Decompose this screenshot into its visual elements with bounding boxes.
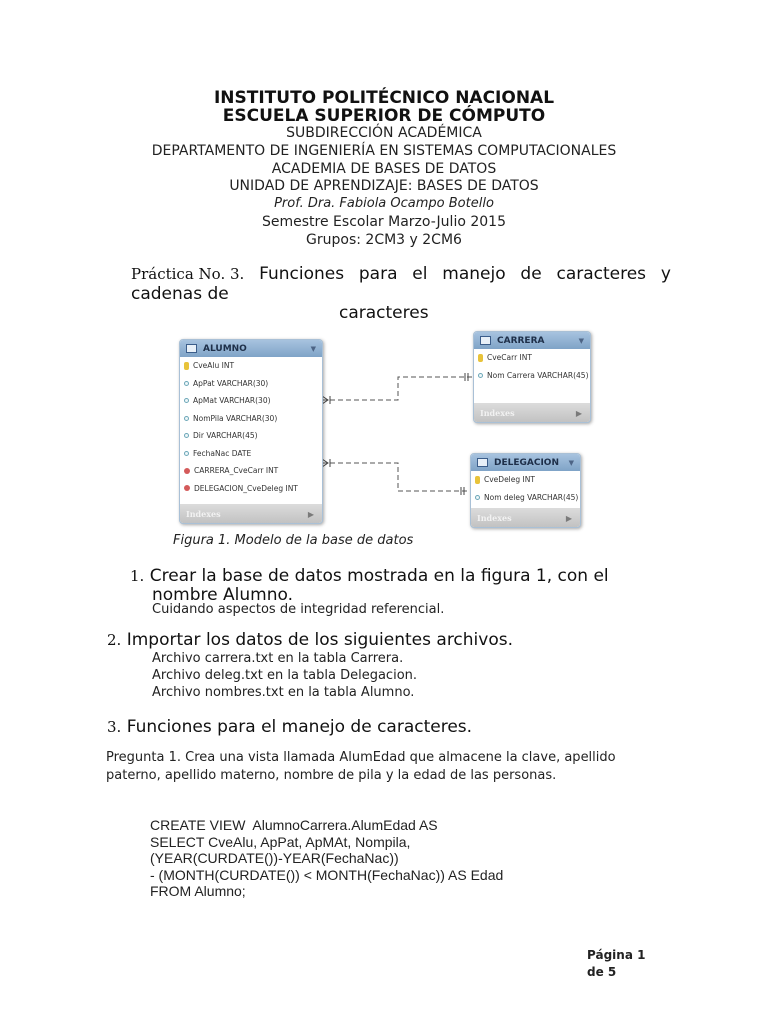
column-row: [180, 375, 322, 393]
column-name: CveAlu INT: [193, 361, 235, 371]
key-icon: [184, 362, 189, 370]
practice-title-word: Funciones: [259, 264, 345, 284]
step-2-detail: Archivo nombres.txt en la tabla Alumno.: [152, 685, 415, 700]
column-row: [180, 410, 322, 428]
chevron-down-icon: ▼: [578, 336, 584, 345]
step-1-title: [130, 567, 609, 586]
table-delegacion-indexes: [471, 508, 580, 527]
column-row: [474, 367, 590, 385]
column-name: Nom deleg VARCHAR(45): [484, 492, 579, 502]
column-row: [180, 392, 322, 410]
indexes-label: Indexes: [480, 407, 515, 418]
step-3-title: [107, 718, 472, 737]
step-2-title: [107, 631, 513, 650]
page-number: [587, 947, 645, 981]
sql-code-block: [150, 817, 503, 900]
step-title-text: Crear la base de datos mostrada en la figura 1, con el: [149, 566, 609, 586]
step-2-detail: Archivo deleg.txt en la tabla Delegacion.: [152, 668, 418, 683]
chevron-down-icon: ▼: [310, 344, 316, 353]
page-number-line: Página 1: [587, 948, 646, 962]
unit-line: UNIDAD DE APRENDIZAJE: BASES DE DATOS: [229, 178, 539, 194]
column-row: [471, 489, 580, 507]
table-icon: [186, 344, 197, 353]
column-name: NomPila VARCHAR(30): [193, 413, 278, 423]
practice-title-line3: caracteres: [339, 303, 429, 323]
question-text: Pregunta 1. Crea una vista llamada AlumEdad que almacene la clave, apellido paterno, apellido materno, nombre de pila y la edad de las personas.: [106, 750, 616, 783]
practice-title-word: caracteres: [556, 264, 647, 284]
table-alumno-header: [180, 340, 322, 357]
column-name: DELEGACION_CveDeleg INT: [194, 483, 298, 493]
table-carrera: [473, 331, 591, 423]
practice-title-word: de: [520, 264, 542, 284]
table-delegacion-name: DELEGACION: [494, 457, 559, 468]
chevron-down-icon: ▼: [568, 458, 574, 467]
table-alumno-name: ALUMNO: [203, 343, 247, 354]
figure-caption: Figura 1. Modelo de la base de datos: [173, 533, 414, 548]
column-row: [180, 480, 322, 498]
code-line: (YEAR(CURDATE())-YEAR(FechaNac)): [150, 850, 399, 866]
relationship-delegacion-line: [322, 463, 470, 491]
foreign-key-icon: [184, 468, 190, 474]
key-icon: [478, 354, 483, 362]
column-icon: [478, 373, 483, 378]
column-row: [474, 349, 590, 367]
practice-title-word: y: [660, 264, 671, 284]
column-name: ApMat VARCHAR(30): [193, 396, 271, 406]
academy-line: ACADEMIA DE BASES DE DATOS: [271, 161, 497, 177]
step-1-detail: Cuidando aspectos de integridad referencial.: [152, 602, 445, 617]
column-icon: [184, 398, 189, 403]
column-row: [471, 471, 580, 489]
step-number: 1.: [130, 567, 145, 585]
column-icon: [184, 381, 189, 386]
table-icon: [480, 336, 491, 345]
step-number: 2.: [107, 631, 122, 649]
foreign-key-icon: [184, 485, 190, 491]
code-line: SELECT CveAlu, ApPat, ApMAt, Nompila,: [150, 833, 411, 850]
column-name: FechaNac DATE: [193, 448, 252, 458]
practice-title-word: manejo: [442, 264, 506, 284]
groups-line: Grupos: 2CM3 y 2CM6: [306, 232, 462, 248]
table-delegacion-header: [471, 454, 580, 471]
column-row: [180, 427, 322, 445]
column-name: Nom Carrera VARCHAR(45): [487, 370, 589, 380]
column-icon: [184, 416, 189, 421]
practice-number: 3: [229, 265, 240, 283]
step-2-detail: Archivo carrera.txt en la tabla Carrera.: [152, 651, 404, 666]
table-alumno: [179, 339, 323, 524]
practice-label: Práctica No: [131, 265, 221, 283]
page-number-line: de 5: [587, 965, 617, 979]
step-title-text: Importar los datos de los siguientes archivos.: [126, 630, 513, 650]
subdirection-line: SUBDIRECCIÓN ACADÉMICA: [286, 125, 482, 141]
code-line: CREATE VIEW AlumnoCarrera.AlumEdad AS: [150, 817, 438, 833]
indexes-label: Indexes: [477, 512, 512, 523]
column-row: [180, 462, 322, 480]
table-carrera-header: [474, 332, 590, 349]
step-1-title-line2: nombre Alumno.: [152, 585, 293, 605]
semester-line: Semestre Escolar Marzo-Julio 2015: [262, 214, 506, 230]
column-name: CARRERA_CveCarr INT: [194, 466, 279, 476]
practice-title: Práctica No. 3. Funciones para el manejo de caracteres y cadenas de: [131, 264, 671, 304]
table-carrera-indexes: [474, 403, 590, 422]
column-row: [180, 357, 322, 375]
institute-title: INSTITUTO POLITÉCNICO NACIONAL: [213, 88, 555, 108]
expand-arrow-icon: ▶: [565, 512, 572, 523]
relationship-carrera-line: [322, 377, 473, 400]
professor-line: Prof. Dra. Fabiola Ocampo Botello: [274, 196, 494, 211]
column-name: CveCarr INT: [487, 353, 532, 363]
column-icon: [184, 451, 189, 456]
key-icon: [475, 476, 480, 484]
indexes-label: Indexes: [186, 508, 221, 519]
expand-arrow-icon: ▶: [575, 407, 582, 418]
table-alumno-indexes: [180, 504, 322, 523]
code-line: FROM Alumno;: [150, 883, 246, 899]
table-carrera-name: CARRERA: [497, 335, 545, 346]
column-name: ApPat VARCHAR(30): [193, 378, 269, 388]
column-name: Dir VARCHAR(45): [193, 431, 258, 441]
column-icon: [184, 433, 189, 438]
expand-arrow-icon: ▶: [307, 508, 314, 519]
step-title-text: Funciones para el manejo de caracteres.: [126, 717, 473, 737]
department-line: DEPARTAMENTO DE INGENIERÍA EN SISTEMAS COMPUTACIONALES: [151, 143, 617, 159]
step-number: 3.: [107, 718, 122, 736]
column-name: CveDeleg INT: [484, 475, 535, 485]
practice-title-word: para: [358, 264, 398, 284]
practice-title-word: el: [412, 264, 428, 284]
column-icon: [475, 495, 480, 500]
school-title: ESCUELA SUPERIOR DE CÓMPUTO: [222, 106, 546, 126]
code-line: - (MONTH(CURDATE()) < MONTH(FechaNac)) AS Edad: [150, 866, 504, 883]
practice-title-line2: cadenas de: [131, 284, 229, 304]
column-row: [180, 445, 322, 463]
table-delegacion: [470, 453, 581, 528]
table-icon: [477, 458, 488, 467]
